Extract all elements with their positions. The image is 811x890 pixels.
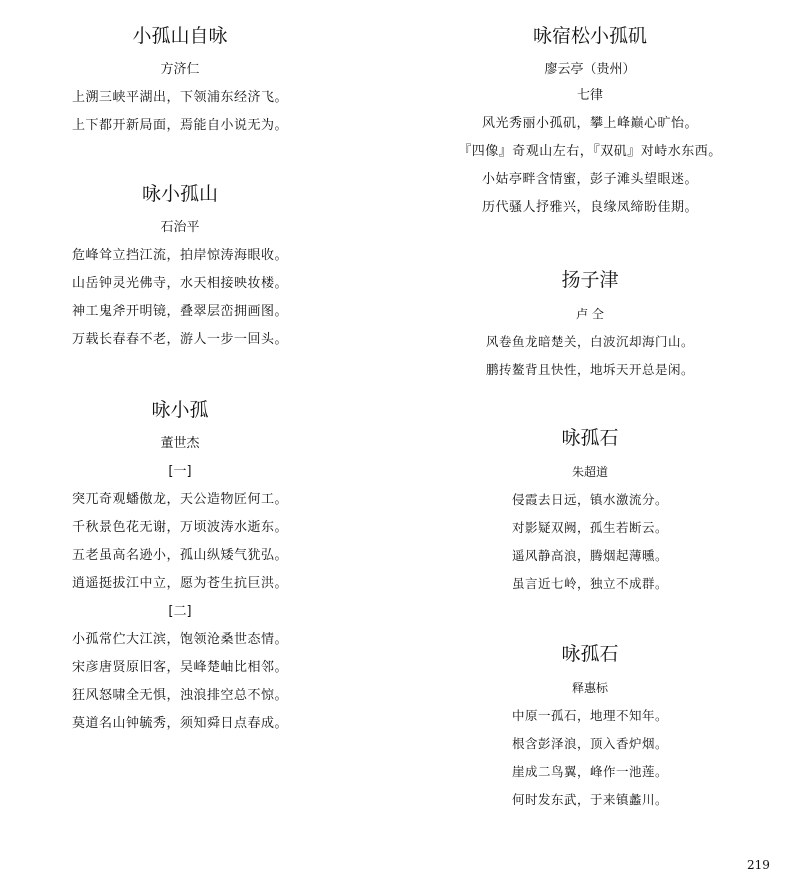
poem-title: 咏小孤 [151, 399, 209, 421]
poem-line: 万载长春春不老，游人一步一回头。 [71, 332, 288, 347]
poem-line: 风光秀丽小孤矶，攀上峰巅心旷怡。 [481, 116, 698, 131]
poem-line: 危峰耸立挡江流，拍岸惊涛海眼收。 [71, 248, 288, 263]
poem-title: 扬子津 [561, 269, 619, 291]
poem-author: 朱超道 [571, 465, 608, 479]
poem-form: 七律 [576, 88, 603, 103]
poem-line: 小姑亭畔含情蜜，彭子滩头望眼迷。 [481, 172, 698, 187]
poem-line: 狂风怒啸全无惧，浊浪排空总不惊。 [71, 688, 288, 703]
page-number: 219 [747, 858, 770, 872]
poem-line: 风卷鱼龙暗楚关，白波沉却海门山。 [485, 334, 694, 349]
poem-line: 鹏抟鳌背且快性，地坼天开总是闲。 [485, 362, 694, 377]
part-label: [一] [168, 464, 192, 479]
poem-line: 小孤常伫大江滨，饱领沧桑世态情。 [71, 632, 288, 647]
poem-line: 对影疑双阙，孤生若断云。 [511, 520, 668, 535]
poem-line: 侵霞去日远，镇水激流分。 [511, 492, 668, 507]
poem-yong-xiaogu [0, 396, 360, 734]
poem-line: 历代骚人抒雅兴，良缘凤缔盼佳期。 [481, 200, 698, 215]
poem-title: 小孤山自咏 [132, 25, 228, 47]
poem-author: 释惠标 [571, 681, 608, 695]
poem-author: 石治平 [160, 220, 200, 235]
poem-line: 『四像』奇观山左右，『双矶』对峙水东西。 [458, 144, 722, 159]
poem-line: 逍遥挺拔江中立，愿为苍生抗巨洪。 [71, 576, 288, 591]
poem-title: 咏孤石 [561, 427, 619, 449]
poem-yong-xiaogushan [0, 180, 360, 350]
poem-line: 千秋景色花无谢，万顷波涛水逝东。 [71, 520, 288, 535]
poem-line: 遥风静高浪，腾烟起薄曛。 [511, 548, 668, 563]
poem-line: 莫道名山钟毓秀，须知舜日点春成。 [71, 716, 288, 731]
poem-line: 根含彭泽浪，顶入香炉烟。 [511, 736, 668, 751]
poem-author: 方济仁 [160, 62, 200, 77]
poem-author: 董世杰 [160, 436, 200, 451]
poem-line: 中原一孤石，地理不知年。 [511, 708, 668, 723]
poem-line: 突兀奇观蟠傲龙，天公造物匠何工。 [71, 492, 288, 507]
poem-line: 山岳钟灵光佛寺，水天相接映妆楼。 [71, 276, 288, 291]
poem-line: 虽言近七岭，独立不成群。 [511, 576, 668, 591]
poem-line: 五老虽高名逊小，孤山纵矮气犹弘。 [71, 548, 288, 563]
poem-xiaogushan-ziyong [0, 22, 360, 136]
poem-line: 神工鬼斧开明镜，叠翠层峦拥画图。 [71, 304, 288, 319]
poem-author: 卢 仝 [576, 307, 604, 321]
poem-title: 咏小孤山 [141, 183, 218, 205]
poem-yong-gushi-zhuchaodao [400, 424, 780, 594]
poem-yong-gushi-shihuibiao [400, 640, 780, 810]
poem-line: 上溯三峡平湖出，下领浦东经济飞。 [71, 90, 288, 105]
part-label: [二] [168, 604, 192, 619]
poem-author: 廖云亭（贵州） [544, 62, 636, 77]
poem-yong-susong-xiaoguji [400, 22, 780, 218]
poem-line: 崖成二鸟翼，峰作一池莲。 [511, 764, 668, 779]
poem-line: 何时发东武，于来镇蠡川。 [511, 792, 668, 807]
poem-yangzijin [400, 266, 780, 380]
poem-line: 宋彦唐贤原旧客，吴峰楚岫比相邻。 [71, 660, 288, 675]
poem-title: 咏孤石 [561, 643, 619, 665]
poem-line: 上下都开新局面，焉能自小说无为。 [71, 118, 288, 133]
poem-title: 咏宿松小孤矶 [532, 25, 647, 47]
